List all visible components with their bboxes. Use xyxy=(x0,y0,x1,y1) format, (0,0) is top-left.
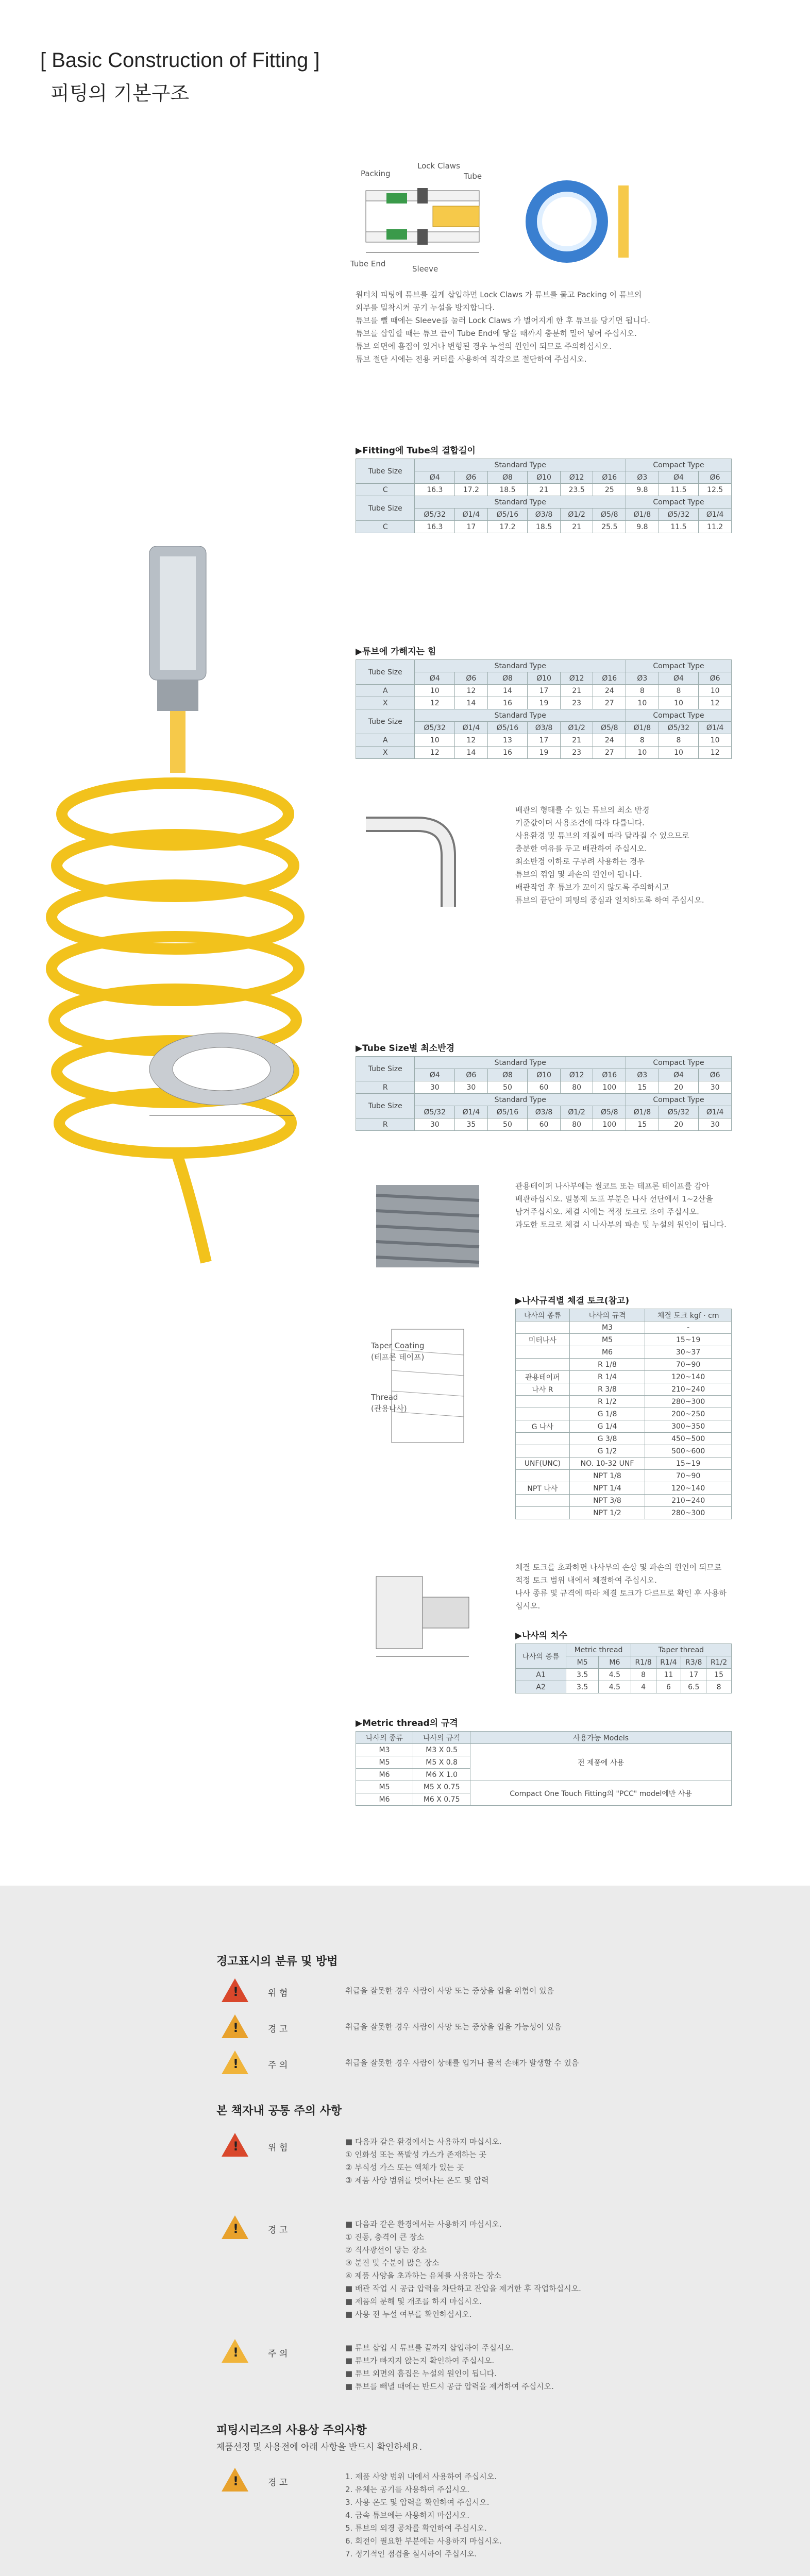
series-caution-sub: 제품선정 및 사용전에 아래 사항을 반드시 확인하세요. xyxy=(216,2442,423,2452)
warning-icon-2: ! xyxy=(222,2215,248,2239)
label-taper-sub: (테프론 테이프) xyxy=(371,1352,425,1362)
thread-dimension-table: 나사의 종류 Metric thread Taper thread M5 M6 R1/8 R1/4 R3/8 R1/2 A1 3.5 4.5 8 11 17 15 A2 3.5 4.5 4 6 6.5 8 xyxy=(515,1643,732,1693)
label-lock-claws: Lock Claws xyxy=(417,161,460,171)
section-title-thread-torque: ▶나사규격별 체결 토크(참고) xyxy=(515,1296,630,1306)
warning-icon-3: ! xyxy=(222,2468,248,2492)
packing-ring-diagram xyxy=(520,175,613,268)
common-caution-title: 본 책자내 공통 주의 사항 xyxy=(216,2105,342,2117)
hold-table: Tube Size Standard Type Compact Type Ø4 Ø6 Ø8 Ø10 Ø12 Ø16 Ø3 Ø4 Ø6 A 10 12 14 17 21 24 8 8 10 X 12 14 16 19 23 27 10 10 12 Tube Size Standard Type Compact Type Ø5/32 Ø1/4 Ø5/16 Ø3/8 Ø1/2 Ø5/8 Ø1/8 Ø5/32 Ø1/4 A 10 12 13 17 21 24 8 8 10 X 12 14 16 19 23 27 10 10 12 xyxy=(356,659,732,759)
dimension-table: Tube Size Standard Type Compact Type Ø4 Ø6 Ø8 Ø10 Ø12 Ø16 Ø3 Ø4 Ø6 C 16.3 17.2 18.5 21 23.5 25 9.8 11.5 12.5 Tube Size Standard Type Compact Type Ø5/32 Ø1/4 Ø5/16 Ø3/8 Ø1/2 Ø5/8 Ø1/8 Ø5/32 Ø1/4 C 16.3 17 17.2 18.5 21 25.5 9.8 11.5 11.2 xyxy=(356,459,732,533)
section-title-metric: ▶Metric thread의 규격 xyxy=(356,1718,458,1728)
warning-icon: ! xyxy=(222,2014,248,2038)
tube-ring-image xyxy=(134,1020,309,1123)
danger-lines: ■ 다음과 같은 환경에서는 사용하지 마십시오. ① 인화성 또는 폭발성 가스가 존재하는 곳 ② 부식성 가스 또는 액체가 있는 곳 ③ 제품 사양 범위를 벗어나는 온도 및 압력 xyxy=(345,2137,502,2185)
caution-icon: ! xyxy=(222,2050,248,2074)
section-title-dimension: ▶Fitting에 Tube의 결합길이 xyxy=(356,446,476,456)
seal-note: 관용테이퍼 나사부에는 씰코트 또는 테프론 테이프를 감아 배관하십시오. 밀봉제 도포 부분은 나사 선단에서 1~2산을 남겨주십시오. 체결 시에는 적정 토크로 조여 주십시오. 과도한 토크로 체결 시 나사부의 파손 및 누설의 원인이 됩니다. xyxy=(515,1181,727,1229)
caution-icon-2: ! xyxy=(222,2339,248,2363)
series-lines: 1. 제품 사양 범위 내에서 사용하여 주십시오. 2. 유체는 공기를 사용하여 주십시오. 3. 사용 온도 및 압력을 확인하여 주십시오. 4. 금속 튜브에는 사용하지 마십시오. 5. 튜브의 외경 공차를 확인하여 주십시오. 6. 회전이 필요한 부분에는 사용하지 마십시오. 7. 정기적인 점검을 실시하여 주십시오. xyxy=(345,2472,502,2558)
label-thread-sub: (관용나사) xyxy=(371,1404,407,1413)
coil-tube-product-image xyxy=(21,546,340,1267)
bend-note: 배관의 형태를 수 있는 튜브의 최소 반경 기준값이며 사용조건에 따라 다릅니다. 사용환경 및 튜브의 재질에 따라 달라질 수 있으므로 충분한 여유를 두고 배관하여 주십시오. 최소반경 이하로 구부려 사용하는 경우 튜브의 꺾임 및 파손의 원인이 됩니다. 배관작업 후 튜브가 꼬이지 않도록 주의하시고 튜브의 끝단이 피팅의 중심과 일치하도록 하여 주십시오. xyxy=(515,805,704,905)
label-tube-end: Tube End xyxy=(350,259,386,268)
danger-icon: ! xyxy=(222,1978,248,2002)
thread-torque-table: 나사의 종류 나사의 규격 체결 토크 kgf · cm M3 - 미터나사 M5 15~19 M6 30~37 R 1/8 70~90 관용테이퍼 R 1/4 120~140 나사 R R 3/8 210~240 R 1/2 280~300 G 1/8 200~250 G 나사 G 1/4 300~350 G 3/8 450~500 G 1/2 500~600 UNF(UNC) NO. 10-32 UNF 15~19 NPT 1/8 70~90 NPT 나사 NPT 1/4 120~140 NPT 3/8 210~240 NPT 1/2 280~300 xyxy=(515,1309,732,1519)
thread-note: 체결 토크를 초과하면 나사부의 손상 및 파손의 원인이 되므로 적정 토크 범위 내에서 체결하여 주십시오. 나사 종류 및 규격에 따라 체결 토크가 다르므로 확인 후 사용하십시오. xyxy=(515,1563,727,1611)
series-caution-title: 피팅시리즈의 사용상 주의사항 xyxy=(216,2424,367,2437)
section-title-thread-dim: ▶나사의 치수 xyxy=(515,1631,568,1641)
fitting-dimension-diagram xyxy=(356,1561,490,1664)
thread-coating-diagram xyxy=(356,1319,500,1453)
tube-section-bar xyxy=(618,185,629,258)
danger-icon-2: ! xyxy=(222,2133,248,2157)
warning-levels: ! 위 험 취급을 잘못한 경우 사람이 사망 또는 중상을 입을 위험이 있음 ! 경 고 취급을 잘못한 경우 사람이 사망 또는 중상을 입을 가능성이 있음 ! 주 의 취급을 잘못한 경우 사람이 상해를 입거나 물적 손해가 발생할 수 있음 xyxy=(222,1978,634,2081)
label-sleeve: Sleeve xyxy=(412,264,438,274)
label-thread: Thread xyxy=(371,1393,398,1402)
elbow-bend-diagram xyxy=(356,804,490,912)
metric-thread-table: 나사의 종류 나사의 규격 사용가능 Models M3 M3 X 0.5 전 제품에 사용 M5 M5 X 0.8 M6 M6 X 1.0 M5 M5 X 0.75 Compact One Touch Fitting의 "PCC" model에만 사용 M6 M6 X 0.75 xyxy=(356,1731,732,1806)
label-tube: Tube xyxy=(464,172,482,181)
label-taper-coating: Taper Coating xyxy=(371,1341,425,1350)
section-title-hold: ▶튜브에 가해지는 힘 xyxy=(356,647,436,657)
caution-lines: ■ 튜브 삽입 시 튜브를 끝까지 삽입하여 주십시오. ■ 튜브가 빠지지 않는지 확인하여 주십시오. ■ 튜브 외면의 흠집은 누설의 원인이 됩니다. ■ 튜브를 빼낼 때에는 반드시 공급 압력을 제거하여 주십시오. xyxy=(345,2343,554,2391)
intro-text: 원터치 피팅에 튜브를 깊게 삽입하면 Lock Claws 가 튜브를 물고 Packing 이 튜브의 외부를 밀착시켜 공기 누설을 방지합니다. 튜브를 뺄 때에는 Sleeve를 눌러 Lock Claws 가 벌어지게 한 후 튜브를 당기면 됩니다. 튜브를 삽입할 때는 튜브 끝이 Tube End에 닿을 때까지 충분히 밀어 넣어 주십시오. 튜브 외면에 흠집이 있거나 변형된 경우 누설의 원인이 되므로 주의하십시오. 튜브 절단 시에는 전용 커터를 사용하여 직각으로 절단하여 주십시오. xyxy=(356,290,650,364)
page-title-en: [ Basic Construction of Fitting ] xyxy=(40,49,320,72)
label-packing: Packing xyxy=(361,169,391,178)
tube-size-table: Tube Size Standard Type Compact Type Ø4 Ø6 Ø8 Ø10 Ø12 Ø16 Ø3 Ø4 Ø6 R 30 30 50 60 80 100 15 20 30 Tube Size Standard Type Compact Type Ø5/32 Ø1/4 Ø5/16 Ø3/8 Ø1/2 Ø5/8 Ø1/8 Ø5/32 Ø1/4 R 30 35 50 60 80 100 15 20 30 xyxy=(356,1056,732,1131)
section-title-tubesize: ▶Tube Size별 최소반경 xyxy=(356,1043,455,1054)
warning-classification-title: 경고표시의 분류 및 방법 xyxy=(216,1955,338,1968)
warn-lines: ■ 다음과 같은 환경에서는 사용하지 마십시오. ① 진동, 충격이 큰 장소 ② 직사광선이 닿는 장소 ③ 분진 및 수분이 많은 장소 ④ 제품 사양을 초과하는 유체를 사용하는 장소 ■ 배관 작업 시 공급 압력을 차단하고 잔압을 제거한 후 작업하십시오. ■ 제품의 분해 및 개조를 하지 마십시오. ■ 사용 전 누설 여부를 확인하십시오. xyxy=(345,2219,581,2319)
thread-photo xyxy=(356,1180,500,1273)
page-title-ko: 피팅의 기본구조 xyxy=(50,82,190,105)
